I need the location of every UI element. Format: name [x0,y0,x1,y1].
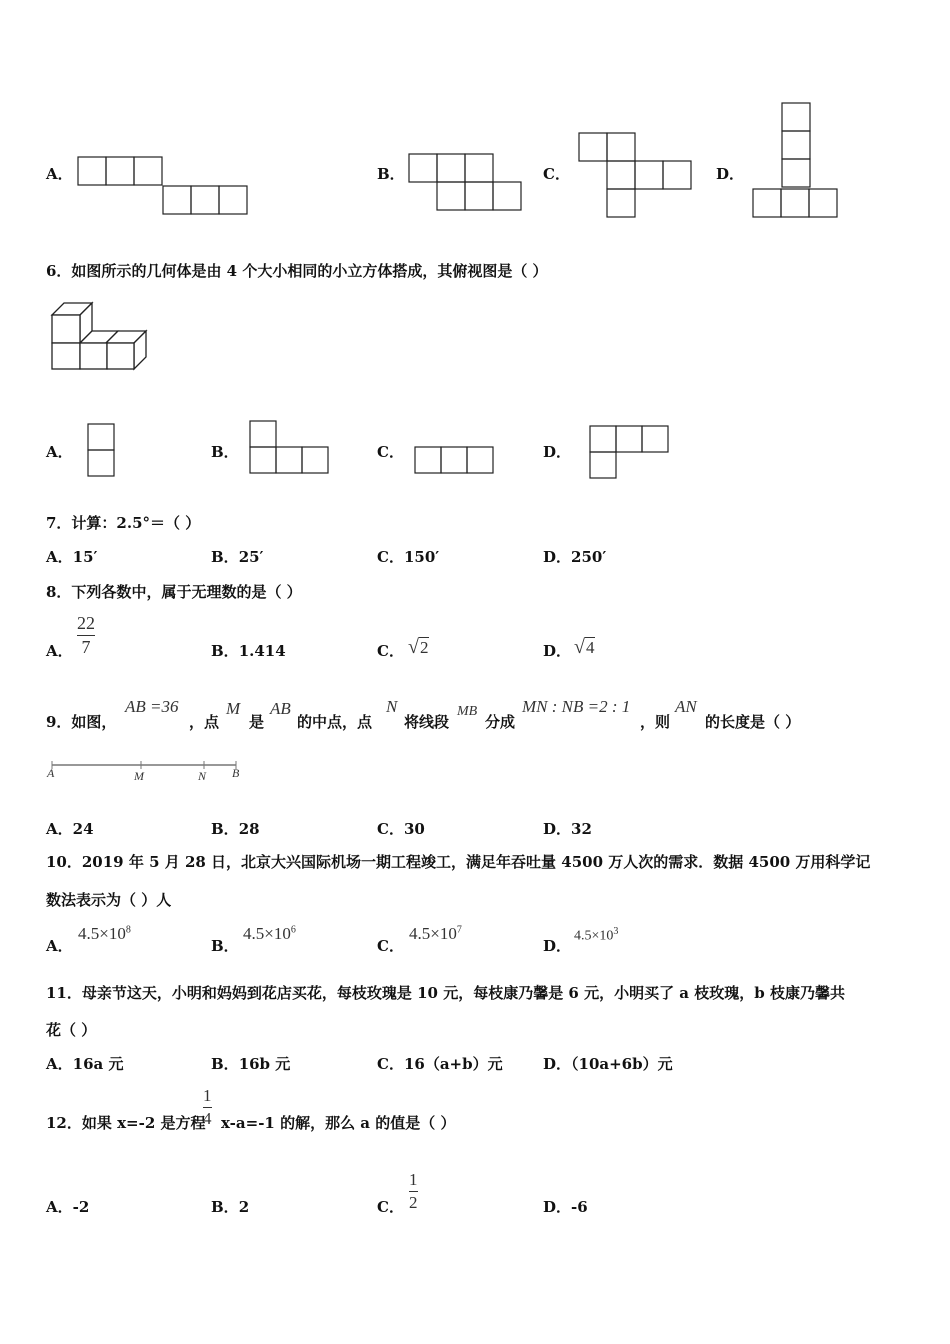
q5-option-c-label: C． [543,165,570,183]
q10-option-d-label: D． [543,937,572,955]
q9-stem-part-3: 是 [249,713,265,731]
q5-option-c-net-figure [579,133,694,221]
q10-option-c-label: C． [377,937,404,955]
q11-stem-line-1: 11．母亲节这天，小明和妈妈到花店买花，每枝玫瑰是 10 元，每枝康乃馨是 6 元，小明买了 a 枝玫瑰，b 枝康乃馨共 [46,984,845,1002]
q12-stem-part-1: 12．如果 x=-2 是方程 [46,1114,206,1132]
q8-option-a-denominator: 7 [81,636,91,657]
q9-option-b: B．28 [211,820,260,838]
q7-option-c: C．150′ [377,548,440,566]
q9-math-n: N [386,697,398,716]
q9-stem-part-1: 9．如图， [46,713,117,731]
q6-option-b-label: B． [211,443,239,461]
q12-fraction-one-quarter [203,1087,212,1128]
fraction-bar [203,1107,212,1108]
q12-option-b: B．2 [211,1198,250,1216]
q12-option-a: A．-2 [46,1198,90,1216]
q6-option-b-figure [250,421,330,475]
q7-option-d: D．250′ [543,548,607,566]
q9-option-a: A．24 [46,820,94,838]
q8-option-a-numerator: 22 [77,613,95,633]
q6-option-a-figure [88,424,116,478]
q9-stem-part-5: 将线段 [404,713,450,731]
q9-stem-part-6: 分成 [485,713,516,731]
q9-math-mb: MB [457,704,478,719]
q9-option-d: D．32 [543,820,592,838]
fraction-bar [77,635,95,636]
q6-option-d-label: D． [543,443,572,461]
q11-option-b: B．16b 元 [211,1055,291,1073]
q9-math-ratio: MN : NB =2 : 1 [522,697,631,716]
q10-option-d-value: $4.5\times 10^3$ [574,926,619,944]
q10-option-a-value: $4.5\times 10^8$ [78,924,131,943]
q10-option-b-label: B． [211,937,239,955]
q9-point-n-label: N [198,769,207,783]
q7-option-b: B．25′ [211,548,264,566]
q12-option-c-label: C． [377,1198,404,1216]
q5-option-b-net-figure [409,154,524,212]
q8-option-a-fraction [77,614,95,657]
q12-fraction-numerator: 1 [203,1086,212,1105]
q5-option-a-label: A． [46,165,73,183]
q12-option-c-fraction [409,1171,418,1212]
q9-stem-part-4: 的中点，点 [297,713,373,731]
q8-option-b: B．1.414 [211,642,286,660]
q5-option-b-label: B． [377,165,405,183]
q5-option-d-label: D． [716,165,745,183]
q10-option-a-label: A． [46,937,73,955]
q8-option-c-sqrt: √2 [408,636,429,658]
fraction-bar [409,1191,418,1192]
q9-segment-figure [46,760,246,786]
q10-option-c-value: $4.5\times 10^7$ [409,924,462,943]
q7-option-a: A．15′ [46,548,98,566]
q9-stem-part-7: ，则 [640,713,671,731]
q10-stem-line-1: 10．2019 年 5 月 28 日，北京大兴国际机场一期工程竣工，满足年吞吐量 4500 万人次的需求．数据 4500 万用科学记 [46,853,871,871]
q8-option-a-label: A． [46,642,73,660]
q9-stem-part-8: 的长度是（ ） [705,713,801,731]
q5-option-d-net-figure [753,103,841,219]
q9-math-m: M [226,699,241,718]
q12-fraction-denominator: 4 [203,1108,212,1128]
q8-option-d-label: D． [543,642,572,660]
q10-option-b-value: $4.5\times 10^6$ [243,924,296,943]
q6-solid-figure [52,303,148,371]
q11-option-a: A．16a 元 [46,1055,124,1073]
q9-math-an: AN [675,697,697,716]
q12-option-c-numerator: 1 [409,1170,418,1189]
q6-stem: 6．如图所示的几何体是由 4 个大小相同的小立方体搭成，其俯视图是（ ） [46,262,548,280]
q9-option-c: C．30 [377,820,425,838]
sqrt-sign: √ [408,636,419,658]
q9-point-b-label: B [232,766,240,780]
q11-option-c: C．16（a+b）元 [377,1055,503,1073]
q9-math-ab-eq-36: AB =36 [125,697,179,716]
q6-option-c-figure [415,447,495,475]
q9-stem-part-2: ，点 [189,713,220,731]
q12-stem-part-2: x-a=-1 的解，那么 a 的值是（ ） [221,1114,456,1132]
q9-math-ab: AB [270,699,291,718]
q9-point-a-label: A [47,766,55,780]
q5-option-a-net-figure [78,157,250,215]
q12-option-d: D．-6 [543,1198,588,1216]
q8-option-d-sqrt: √4 [574,636,595,658]
q6-option-c-label: C． [377,443,404,461]
q6-option-d-figure [590,426,670,480]
q8-stem: 8．下列各数中，属于无理数的是（ ） [46,583,302,601]
q6-option-a-label: A． [46,443,73,461]
sqrt-sign: √ [574,636,585,658]
q11-option-d: D．（10a+6b）元 [543,1055,673,1073]
q8-option-c-label: C． [377,642,404,660]
q12-option-c-denominator: 2 [409,1192,418,1212]
q11-stem-line-2: 花（ ） [46,1021,97,1039]
q9-point-m-label: M [134,769,144,783]
q10-stem-line-2: 数法表示为（ ）人 [46,891,172,909]
q7-stem: 7．计算：2.5°＝（ ） [46,514,201,532]
